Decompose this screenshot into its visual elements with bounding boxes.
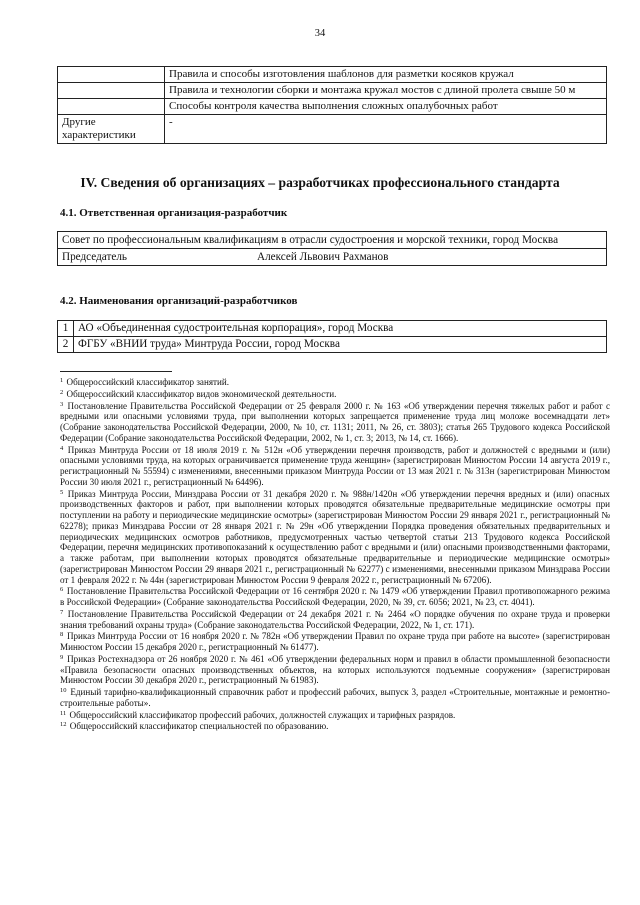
developer-name: АО «Объединенная судостроительная корпорация», город Москва xyxy=(74,321,607,337)
footnote xyxy=(60,686,610,709)
footnote-number: 5 xyxy=(60,488,64,496)
footnote-text: Постановление Правительства Российской Федерации от 24 декабря 2021 г. № 2464 «О порядке обучения по охране труда и проверки знания требований охраны труда» (Собрание законодательства Российской Федерации, 2022, № 1, ст. 171). xyxy=(60,608,610,630)
developer-number: 1 xyxy=(58,321,74,337)
footnote xyxy=(60,630,610,653)
footnote-text: Единый тарифно-квалификационный справочник работ и профессий рабочих, выпуск 3, раздел «Строительные, монтажные и ремонтно-строительные работы». xyxy=(60,687,610,708)
organization-name: Совет по профессиональным квалификациям в отрасли судостроения и морской техники, город Москва xyxy=(58,232,607,249)
empty-cell xyxy=(58,67,165,83)
table-row xyxy=(58,337,607,353)
footnote-number: 12 xyxy=(60,721,67,729)
footnote xyxy=(60,400,610,444)
signatory-row xyxy=(62,250,602,264)
footnote-text: Приказ Минтруда России от 16 ноября 2020 г. № 782н «Об утверждении Правил по охране труда при работе на высоте» (зарегистрирован Минюстом России 15 декабря 2020 г., регистрационный № 61477). xyxy=(60,631,610,652)
developer-number: 2 xyxy=(58,337,74,353)
other-characteristics-value: - xyxy=(165,115,607,144)
footnote xyxy=(60,388,610,400)
signatory-name: Алексей Львович Рахманов xyxy=(257,251,389,263)
developers-table xyxy=(57,320,607,353)
footnote-number: 6 xyxy=(60,586,64,594)
table-row xyxy=(58,115,607,144)
page-number: 34 xyxy=(314,28,326,39)
footnote-text: Приказ Ростехнадзора от 26 ноября 2020 г. № 461 «Об утверждении федеральных норм и правил в области промышленной безопасности «Правила безопасности опасных производственных объектов, на которых используются подъемные сооружения» (зарегистрирован Минюстом России 30 декабря 2020 г., регистрационный № 61983). xyxy=(60,653,610,686)
footnote-text: Общероссийский классификатор занятий. xyxy=(66,377,230,387)
table-row xyxy=(58,249,607,266)
footnote xyxy=(60,709,610,721)
signatory-cell xyxy=(58,249,607,266)
footnote-number: 4 xyxy=(60,444,64,452)
requirements-table xyxy=(57,66,607,144)
table-row xyxy=(58,99,607,115)
responsible-org-heading: 4.1. Ответственная организация-разработчик xyxy=(60,207,288,219)
footnote-number: 8 xyxy=(60,631,64,639)
footnote xyxy=(60,585,610,608)
footnote-number: 11 xyxy=(60,709,67,717)
responsible-org-table xyxy=(57,231,607,266)
footnote-text: Общероссийский классификатор видов экономической деятельности. xyxy=(66,388,337,399)
footnote-number: 10 xyxy=(60,687,67,694)
footnotes xyxy=(60,376,610,732)
footnote xyxy=(60,608,610,631)
developers-heading: 4.2. Наименования организаций-разработчиков xyxy=(60,295,298,307)
footnote xyxy=(60,444,610,488)
table-cell: Правила и способы изготовления шаблонов для разметки косяков кружал xyxy=(165,67,607,83)
section-title: IV. Сведения об организациях – разработчиках профессионального стандарта xyxy=(80,175,560,190)
footnote-text: Приказ Минтруда России от 18 июля 2019 г. № 512н «Об утверждении перечня производств, работ и должностей с вредными и (или) опасными условиями труда, на которых ограничивается применение труда женщин» (зарегистрирован Минюстом России 14 августа 2019 г., регистрационный № 55594) с изменениями, внесенными приказом Минтруда России от 13 мая 2021 г. № 313н (зарегистрирован Минюстом России 30 июля 2021 г., регистрационный № 64496). xyxy=(60,444,610,487)
footnote xyxy=(60,488,610,586)
empty-cell xyxy=(58,99,165,115)
table-cell: Способы контроля качества выполнения сложных опалубочных работ xyxy=(165,99,607,115)
other-characteristics-label: Другие характеристики xyxy=(58,115,165,144)
footnote-text: Постановление Правительства Российской Федерации от 16 сентября 2020 г. № 1479 «Об утверждении Правил противопожарного режима в Российской Федерации» (Собрание законодательства Российской Федерации, 2020, № 39, ст. 6056; 2021, № 23, ст. 4041). xyxy=(60,586,610,607)
footnote-text: Общероссийский классификатор специальностей по образованию. xyxy=(69,721,329,732)
footnote xyxy=(60,653,610,686)
table-row xyxy=(58,67,607,83)
table-cell: Правила и технологии сборки и монтажа кружал мостов с длиной пролета свыше 50 м xyxy=(165,83,607,99)
footnote-text: Общероссийский классификатор профессий рабочих, должностей служащих и тарифных разрядов. xyxy=(69,709,456,720)
footnote-number: 2 xyxy=(60,388,64,396)
footnote-number: 3 xyxy=(60,400,64,408)
footnote-number: 7 xyxy=(60,608,64,616)
table-row xyxy=(58,83,607,99)
table-row xyxy=(58,232,607,249)
footnote-text: Приказ Минтруда России, Минздрава России от 31 декабря 2020 г. № 988н/1420н «Об утверждении перечня вредных и (или) опасных производственных факторов и работ, при выполнении которых проводятся обязательные предварительные медицинские осмотры при поступлении на работу и периодические медицинские осмотры» (зарегистрирован Минюстом России 29 января 2021 г., регистрационный № 62278); приказ Минздрава России от 28 января 2021 г. № 29н «Об утверждении Порядка проведения обязательных предварительных и периодических медицинских осмотров работников, предусмотренных частью четвертой статьи 213 Трудового кодекса Российской Федерации, перечня медицинских противопоказаний к осуществлению работ с вредными и (или) опасными производственными факторами, а также работам, при выполнении которых проводятся обязательные предварительные и периодические медицинские осмотры» (зарегистрирован Минюстом России 29 января 2021 г., регистрационный № 62277) с изменениями, внесенными приказом Минздрава России от 1 февраля 2022 г. № 44н (зарегистрирован Минюстом России 9 февраля 2022 г., регистрационный № 67206). xyxy=(60,488,610,585)
signatory-role: Председатель xyxy=(62,251,128,263)
empty-cell xyxy=(58,83,165,99)
table-row xyxy=(58,321,607,337)
footnote-separator xyxy=(60,371,172,372)
footnote-number: 9 xyxy=(60,653,64,661)
developer-name: ФГБУ «ВНИИ труда» Минтруда России, город Москва xyxy=(74,337,607,353)
footnote xyxy=(60,720,610,732)
footnote-number: 1 xyxy=(60,377,64,384)
footnote-text: Постановление Правительства Российской Федерации от 25 февраля 2000 г. № 163 «Об утверждении перечня тяжелых работ и работ с вредными или опасными условиями труда, при выполнении которых запрещается применение труда лиц моложе восемнадцати лет» (Собрание законодательства Российской Федерации, 2000, № 10, ст. 1131; 2011, № 26, ст. 3803); статья 265 Трудового кодекса Российской Федерации (Собрание законодательства Российской Федерации, 2002, № 1, ст. 3; 2013, № 14, ст. 1666). xyxy=(60,400,610,443)
footnote xyxy=(60,376,610,388)
